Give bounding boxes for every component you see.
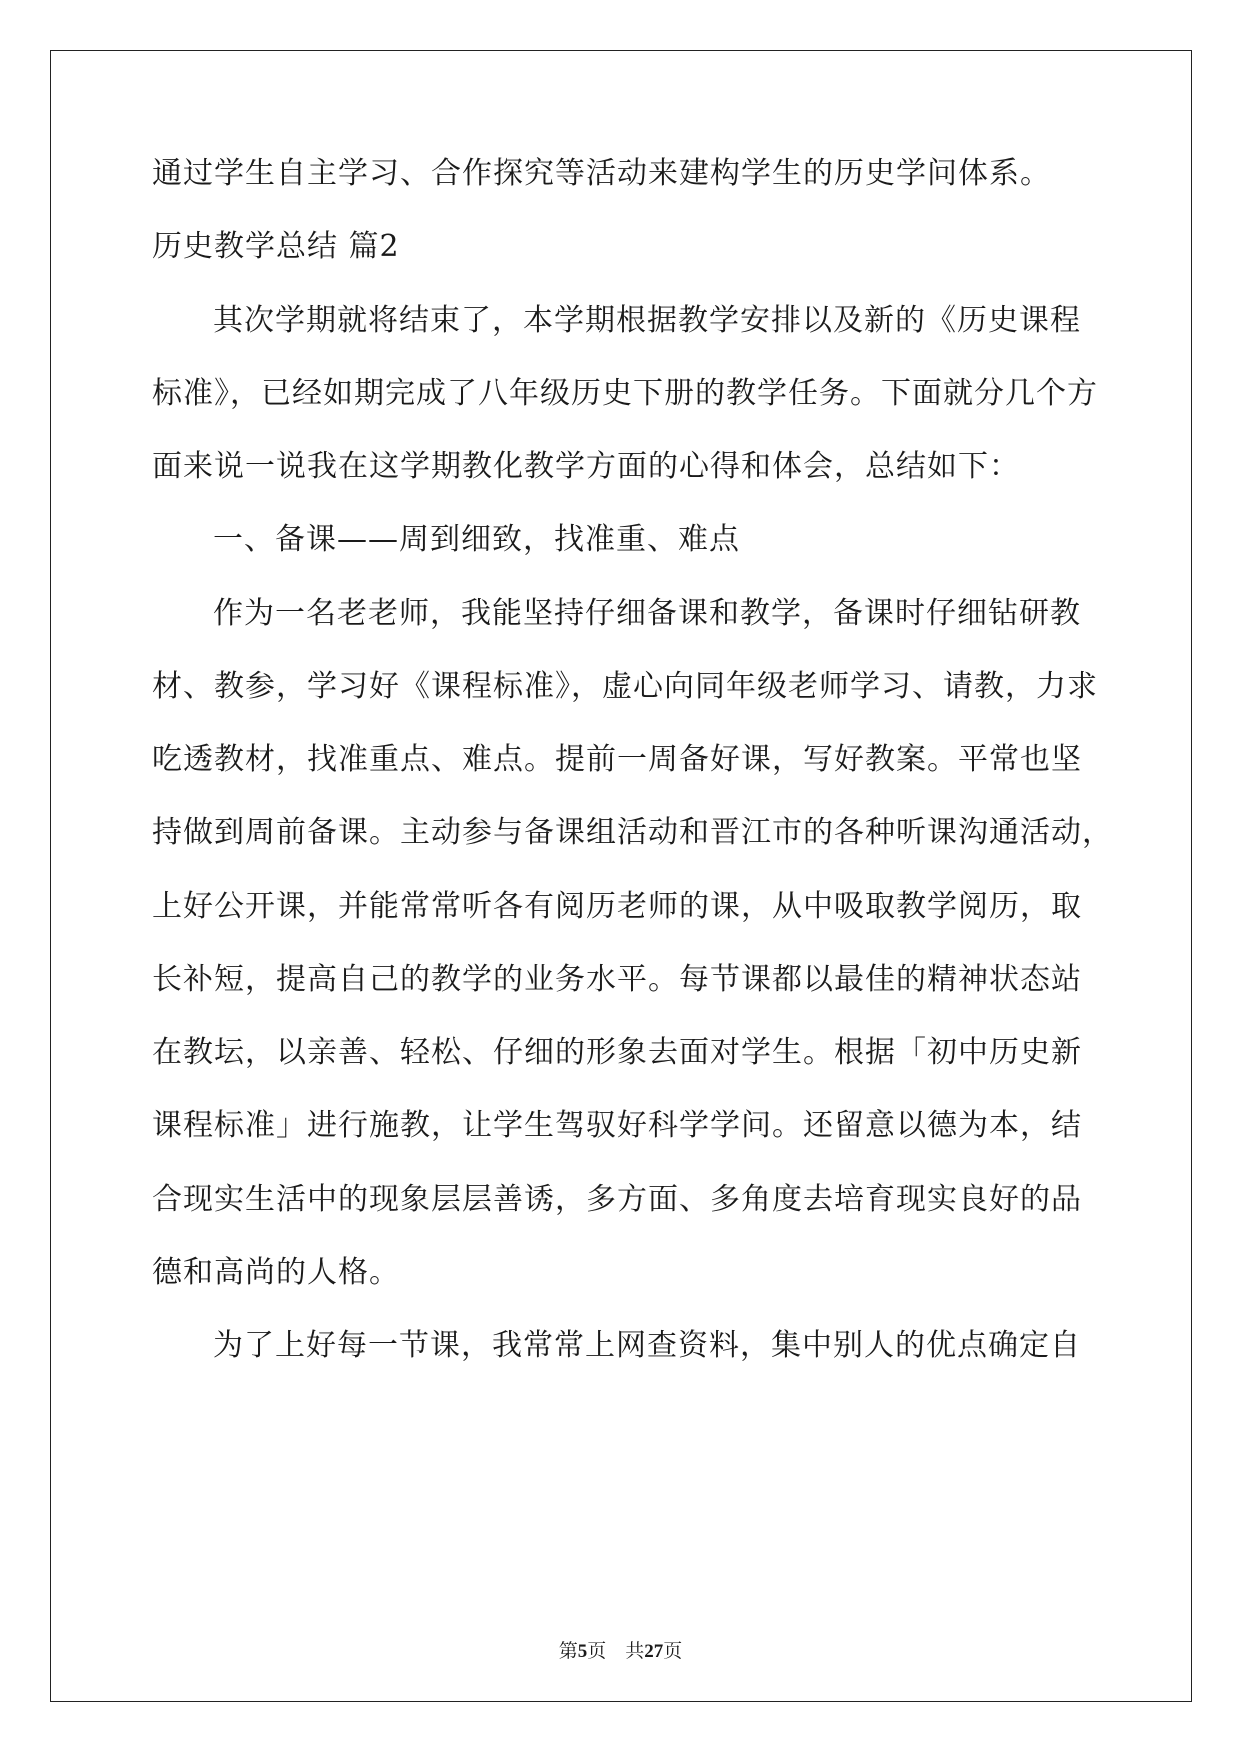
subsection-heading: 一、备课——周到细致，找准重、难点: [213, 522, 740, 557]
body-line: 长补短，提高自己的教学的业务水平。每节课都以最佳的精神状态站: [152, 962, 1082, 997]
total-pages: 27: [644, 1641, 664, 1662]
body-line: 在教坛，以亲善、轻松、仔细的形象去面对学生。根据「初中历史新: [152, 1035, 1082, 1070]
body-line: 通过学生自主学习、合作探究等活动来建构学生的历史学问体系。: [152, 156, 1051, 191]
body-line: 标准》，已经如期完成了八年级历史下册的教学任务。下面就分几个方: [152, 376, 1098, 411]
body-line: 合现实生活中的现象层层善诱，多方面、多角度去培育现实良好的品: [152, 1182, 1082, 1217]
body-line: 材、教参，学习好《课程标准》，虚心向同年级老师学习、请教，力求: [152, 669, 1098, 704]
total-prefix: 共: [625, 1641, 645, 1662]
total-suffix: 页: [663, 1641, 683, 1662]
body-line: 上好公开课，并能常常听各有阅历老师的课，从中吸取教学阅历，取: [152, 889, 1082, 924]
page-border: [50, 50, 1192, 1702]
body-line: 面来说一说我在这学期教化教学方面的心得和体会，总结如下：: [152, 449, 1020, 484]
page-prefix: 第: [558, 1641, 578, 1662]
page-footer: [0, 1640, 1241, 1664]
section-heading: 历史教学总结 篇2: [152, 229, 400, 264]
body-line: 其次学期就将结束了，本学期根据教学安排以及新的《历史课程: [213, 303, 1081, 338]
body-line: 持做到周前备课。主动参与备课组活动和晋江市的各种听课沟通活动，: [152, 815, 1113, 850]
body-line: 课程标准」进行施教，让学生驾驭好科学学问。还留意以德为本，结: [152, 1108, 1082, 1143]
page-suffix: 页: [587, 1641, 607, 1662]
page-number: 5: [577, 1641, 588, 1662]
body-line: 为了上好每一节课，我常常上网查资料，集中别人的优点确定自: [213, 1328, 1081, 1363]
body-line: 德和高尚的人格。: [152, 1255, 400, 1290]
body-line: 作为一名老老师，我能坚持仔细备课和教学，备课时仔细钻研教: [213, 596, 1081, 631]
body-line: 吃透教材，找准重点、难点。提前一周备好课，写好教案。平常也坚: [152, 742, 1082, 777]
